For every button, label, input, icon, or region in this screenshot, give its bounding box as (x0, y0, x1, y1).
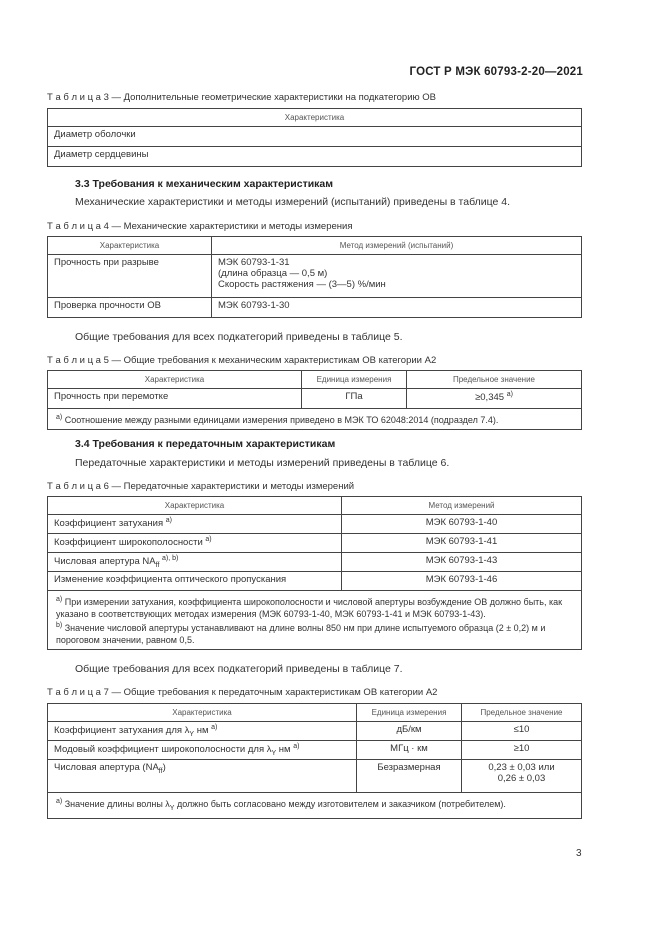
table7-r2-characteristic (48, 741, 357, 760)
table6-header-characteristic: Характеристика (48, 497, 342, 515)
table7-r2-text: Модовый коэффициент широкополосности для λ (54, 744, 272, 756)
section-3-3-text: Механические характеристики и методы измерений (испытаний) приведены в таблице 4. (75, 196, 511, 208)
table6-r2-method: МЭК 60793-1-41 (342, 534, 582, 553)
table3-row-2: Диаметр сердцевины (48, 147, 582, 167)
table7-r3-limit (462, 760, 582, 793)
table7-header-unit: Единица измерения (357, 704, 462, 722)
table7-footnote-subscript: Y (169, 804, 175, 812)
table6-r1-method: МЭК 60793-1-40 (342, 515, 582, 534)
table6-r4-characteristic: Изменение коэффициента оптического пропускания (48, 572, 342, 591)
table7-r3-unit: Безразмерная (357, 760, 462, 793)
table4-r1-characteristic: Прочность при разрыве (48, 255, 212, 298)
table7-r1-footnote-mark: a) (211, 724, 218, 731)
table7-r3-characteristic (48, 760, 357, 793)
table5-header-characteristic: Характеристика (48, 371, 302, 389)
table6-r3-subscript: ff (155, 562, 160, 570)
table4-r2-characteristic: Проверка прочности ОВ (48, 298, 212, 318)
table5-footnote-mark: a) (56, 414, 63, 421)
table7-r3-text: Числовая апертура (NA (54, 762, 159, 774)
table6-footnote-b-text: Значение числовой апертуры устанавливают на длине волны 850 нм при длине испытуемого образца (2 ± 0,2) м и пороговом значении, равном 0,5. (56, 623, 546, 646)
table6-r3-method: МЭК 60793-1-43 (342, 553, 582, 572)
table4-header-method: Метод измерений (испытаний) (212, 237, 582, 255)
table5-r1-footnote-mark: a) (506, 391, 513, 398)
table4-r1-method-line3: Скорость растяжения — (3—5) %/мин (218, 279, 386, 290)
table7-caption: Т а б л и ц а 7 — Общие требования к передаточным характеристикам ОВ категории А2 (47, 687, 438, 698)
table7-r2-limit: ≥10 (462, 741, 582, 760)
table6-footnote-a-mark: a) (56, 596, 63, 604)
page-number: 3 (576, 848, 582, 859)
table7-r3-limit-line1: 0,23 ± 0,03 или (488, 762, 555, 774)
table3-caption: Т а б л и ц а 3 — Дополнительные геометрические характеристики на подкатегорию ОВ (47, 92, 437, 103)
table5 (47, 370, 582, 430)
table7-footnote (48, 793, 582, 819)
table7-r2-footnote-mark: a) (293, 743, 300, 751)
table6-header-method: Метод измерений (342, 497, 582, 515)
table7-intro: Общие требования для всех подкатегорий приведены в таблице 7. (75, 663, 403, 675)
table6-footnote-b (56, 620, 573, 646)
table6-r2-text: Коэффициент широкополосности (54, 537, 203, 549)
table7 (47, 703, 582, 819)
table7-header-limit: Предельное значение (462, 704, 582, 722)
table7-r2-subscript: Y (271, 750, 277, 758)
table7-r1-subscript: Y (189, 731, 195, 739)
table6-r1-characteristic (48, 515, 342, 534)
table4-header-characteristic: Характеристика (48, 237, 212, 255)
table4-r1-method (212, 255, 582, 298)
table7-r1-text: Коэффициент затухания для λ (54, 725, 190, 737)
table5-header-limit: Предельное значение (407, 371, 582, 389)
table6-r2-characteristic (48, 534, 342, 553)
table6-r1-footnote-mark: a) (165, 517, 173, 524)
table4 (47, 236, 582, 318)
table5-footnote-text: Соотношение между разными единицами измерения приведено в МЭК ТО 62048:2014 (подраздел 7.4). (62, 415, 499, 425)
table7-r3-close: ) (162, 762, 166, 774)
table5-intro: Общие требования для всех подкатегорий приведены в таблице 5. (75, 331, 403, 343)
table7-r3-limit-line2: 0,26 ± 0,03 (497, 773, 546, 785)
table6-footnote-a (56, 594, 573, 620)
table6-footnote-b-mark: b) (56, 622, 63, 630)
table6-r3-text: Числовая апертура NA (54, 556, 156, 568)
table6-r3-characteristic (48, 553, 342, 572)
table7-header-characteristic: Характеристика (48, 704, 357, 722)
table5-r1-unit: ГПа (302, 389, 407, 409)
table3 (47, 108, 582, 167)
table7-r1-unit: дБ/км (357, 722, 462, 741)
table7-footnote-mark: a) (56, 798, 63, 806)
table4-r1-method-line1: МЭК 60793-1-31 (218, 257, 290, 268)
table5-footnote (48, 409, 582, 430)
table7-footnote-text-a: Значение длины волны λ (62, 799, 170, 810)
table4-caption: Т а б л и ц а 4 — Механические характеристики и методы измерения (47, 221, 353, 232)
table7-r2-unit: МГц · км (357, 741, 462, 760)
table5-caption: Т а б л и ц а 5 — Общие требования к механическим характеристикам ОВ категории А2 (47, 355, 437, 366)
table6 (47, 496, 582, 650)
table6-r1-text: Коэффициент затухания (54, 518, 164, 530)
table6-r3-footnote-mark: a), b) (162, 555, 179, 562)
section-3-4-title: 3.4 Требования к передаточным характеристикам (75, 438, 336, 450)
table3-header: Характеристика (48, 109, 582, 127)
table5-r1-limit (407, 389, 582, 409)
table6-footnotes (48, 591, 582, 650)
table7-r1-characteristic (48, 722, 357, 741)
table7-r2-unit-text: нм (276, 744, 291, 756)
table5-header-unit: Единица измерения (302, 371, 407, 389)
table6-r2-footnote-mark: a) (205, 536, 212, 543)
table6-footnote-a-text: При измерении затухания, коэффициента широкополосности и числовой апертуры возбуждение ОВ должно быть, как указано в соответствующих методах измерения (МЭК 60793-1-40, МЭК 60793-1-41 и МЭК 60793-1-43). (56, 597, 563, 620)
table7-r1-limit: ≤10 (462, 722, 582, 741)
table5-r1-limit-value: ≥0,345 (475, 392, 505, 404)
document-code: ГОСТ Р МЭК 60793-2-20—2021 (409, 66, 583, 78)
table4-r2-method: МЭК 60793-1-30 (212, 298, 582, 318)
table6-caption: Т а б л и ц а 6 — Передаточные характеристики и методы измерений (47, 481, 355, 492)
table4-r1-method-line2: (длина образца — 0,5 м) (218, 268, 328, 279)
section-3-3-title: 3.3 Требования к механическим характеристикам (75, 178, 334, 190)
table5-r1-characteristic: Прочность при перемотке (48, 389, 302, 409)
table6-r4-method: МЭК 60793-1-46 (342, 572, 582, 591)
table7-footnote-text-b: должно быть согласовано между изготовителем и заказчиком (потребителем). (174, 799, 506, 810)
table7-r3-subscript: ff (158, 767, 163, 775)
section-3-4-text: Передаточные характеристики и методы измерений приведены в таблице 6. (75, 457, 450, 469)
table7-r1-unit-text: нм (194, 725, 209, 737)
table3-row-1: Диаметр оболочки (48, 127, 582, 147)
